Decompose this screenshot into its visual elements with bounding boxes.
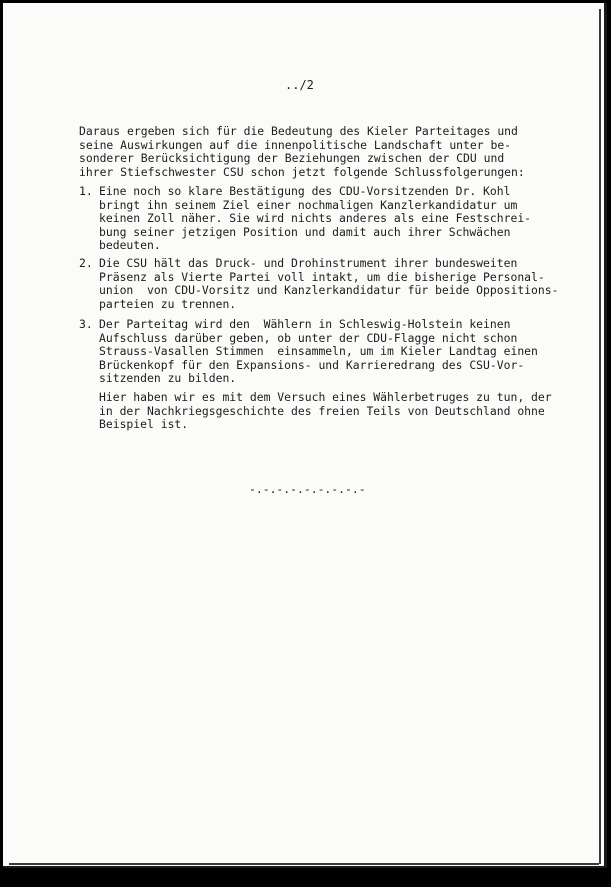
- item-line: bung seiner jetzigen Position und damit auch ihrer Schwächen: [99, 224, 511, 239]
- intro-line: ihrer Stiefschwester CSU schon jetzt folgende Schlussfolgerungen:: [79, 164, 525, 179]
- item-line: Aufschluss darüber geben, ob unter der CDU-Flagge nicht schon: [99, 330, 518, 345]
- item-line: union von CDU-Vorsitz und Kanzlerkandidatur für beide Oppositions-: [99, 283, 559, 298]
- intro-line: Daraus ergeben sich für die Bedeutung des Kieler Parteitages und: [79, 124, 518, 138]
- item-line: Strauss-Vasallen Stimmen einsammeln, um im Kieler Landtag einen: [99, 344, 538, 359]
- item-line: Präsenz als Vierte Partei voll intakt, um die bisherige Personal-: [99, 269, 545, 284]
- item-line: Eine noch so klare Bestätigung des CDU-Vorsitzenden Dr. Kohl: [99, 184, 511, 198]
- item-line: Der Parteitag wird den Wählern in Schleswig-Holstein keinen: [99, 317, 511, 331]
- item-line: keinen Zoll näher. Sie wird nichts anderes als eine Festschrei-: [99, 211, 532, 226]
- intro-line: seine Auswirkungen auf die innenpolitische Landschaft unter be-: [79, 137, 512, 152]
- closing-line: in der Nachkriegsgeschichte des freien Teils von Deutschland ohne: [99, 403, 545, 418]
- item-line: Brückenkopf für den Expansions- und Karrieredrang des CSU-Vor-: [99, 357, 525, 372]
- item-number: 2.: [79, 256, 93, 270]
- intro-line: sonderer Berücksichtigung der Beziehungen zwischen der CDU und: [79, 151, 505, 166]
- end-separator: -.-.-.-.-.-.-.-.-: [249, 482, 366, 496]
- item-line: parteien zu trennen.: [99, 296, 237, 311]
- scan-edge-right: [599, 9, 601, 864]
- intro-paragraph: [79, 125, 525, 179]
- item-line: bringt ihn seinem Ziel einer nochmaligen Kanzlerkandidatur um: [99, 197, 518, 212]
- scan-edge-bottom: [9, 863, 599, 865]
- document-page: [3, 3, 607, 868]
- page-marker: ../2: [285, 78, 314, 92]
- item-body: [99, 185, 531, 253]
- item-line: Die CSU hält das Druck- und Drohinstrument ihrer bundesweiten: [99, 256, 518, 270]
- closing-paragraph: [99, 391, 552, 432]
- item-number: 1.: [79, 184, 93, 198]
- item-line: bedeuten.: [99, 238, 161, 253]
- item-number: 3.: [79, 317, 93, 331]
- item-line: sitzenden zu bilden.: [99, 371, 237, 386]
- item-body: [99, 318, 538, 386]
- closing-line: Hier haben wir es mit dem Versuch eines Wählerbetruges zu tun, der: [99, 390, 552, 404]
- item-body: [99, 257, 558, 311]
- closing-line: Beispiel ist.: [99, 417, 189, 432]
